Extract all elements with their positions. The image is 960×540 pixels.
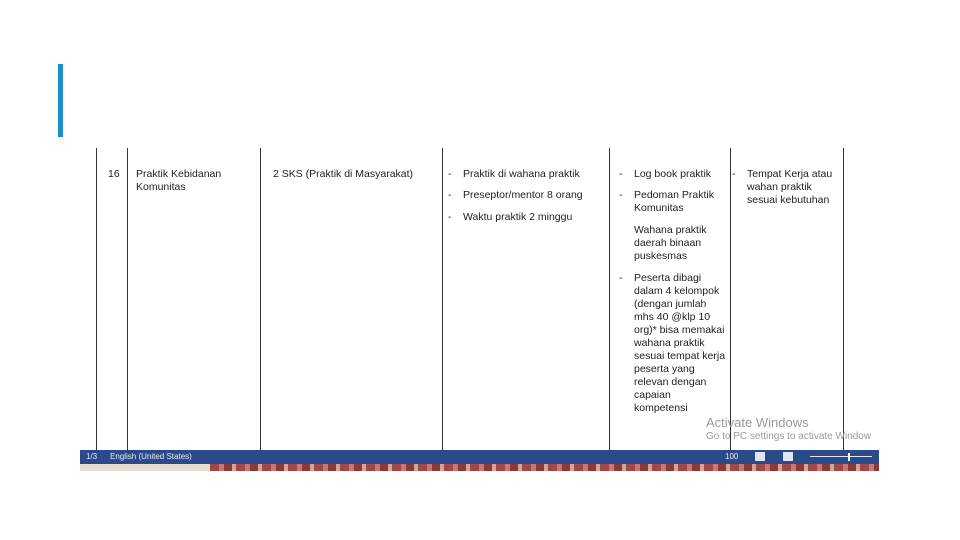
table-border-left xyxy=(96,148,97,450)
method-item-2 xyxy=(448,189,608,202)
desktop-background-strip xyxy=(80,464,879,471)
method-text-2: Preseptor/mentor 8 orang xyxy=(463,189,583,201)
print-layout-icon[interactable] xyxy=(755,452,765,461)
method-item-3 xyxy=(448,211,608,224)
method-dash-1: - xyxy=(448,168,452,180)
tool-item-1 xyxy=(619,168,725,181)
slide-accent-bar xyxy=(58,64,63,137)
method-dash-3: - xyxy=(448,211,452,223)
tool-text-2: Pedoman Praktik Komunitas xyxy=(634,189,714,214)
tool-dash-2: - xyxy=(619,189,623,201)
activation-watermark-subtitle: Go to PC settings to activate Window xyxy=(706,431,872,442)
row-number: 16 xyxy=(108,168,120,180)
method-text-3: Waktu praktik 2 minggu xyxy=(463,211,573,223)
zoom-slider-track[interactable] xyxy=(810,456,872,457)
tool-note-line-1: Wahana praktik xyxy=(634,224,707,236)
word-status-bar xyxy=(80,450,879,464)
tool-note-line-2: daerah binaan xyxy=(634,237,702,249)
location-line-3: sesuai kebutuhan xyxy=(747,194,830,206)
activation-watermark-title: Activate Windows xyxy=(706,415,809,430)
tool-text-3: Peserta dibagi dalam 4 kelompok (dengan jumlah mhs 40 @klp 10 org)* bisa memakai wahana praktik sesuai tempat kerja peserta yang relevan dengan capaian kompetensi xyxy=(634,272,726,414)
course-name-line-2: Komunitas xyxy=(136,181,186,193)
web-layout-icon[interactable] xyxy=(783,452,793,461)
method-text-1: Praktik di wahana praktik xyxy=(463,168,580,180)
table-border-right xyxy=(843,148,844,450)
location-line-2: wahan praktik xyxy=(747,181,812,193)
column-divider-1 xyxy=(127,148,128,450)
method-dash-2: - xyxy=(448,189,452,201)
tool-dash-3: - xyxy=(619,272,623,284)
column-divider-4 xyxy=(609,148,610,450)
tool-note-line-3: puskesmas xyxy=(634,250,688,262)
language-indicator[interactable]: English (United States) xyxy=(110,452,192,461)
zoom-slider-thumb[interactable] xyxy=(848,453,850,461)
tool-item-3 xyxy=(619,272,727,415)
zoom-level[interactable]: 100 xyxy=(725,452,739,461)
location-line-1: Tempat Kerja atau xyxy=(747,168,833,180)
location-item xyxy=(732,168,842,207)
document-table xyxy=(96,148,872,450)
desktop-background-highlight xyxy=(80,464,210,471)
tool-text-1: Log book praktik xyxy=(634,168,712,180)
tool-dash-1: - xyxy=(619,168,623,180)
column-divider-5 xyxy=(730,148,731,450)
course-name-line-1: Praktik Kebidanan xyxy=(136,168,222,180)
column-divider-2 xyxy=(260,148,261,450)
method-item-1 xyxy=(448,168,608,181)
location-dash: - xyxy=(732,168,736,180)
column-divider-3 xyxy=(442,148,443,450)
tool-item-2 xyxy=(619,189,725,215)
page-indicator[interactable]: 1/3 xyxy=(86,452,98,461)
credits-cell: 2 SKS (Praktik di Masyarakat) xyxy=(273,168,414,180)
